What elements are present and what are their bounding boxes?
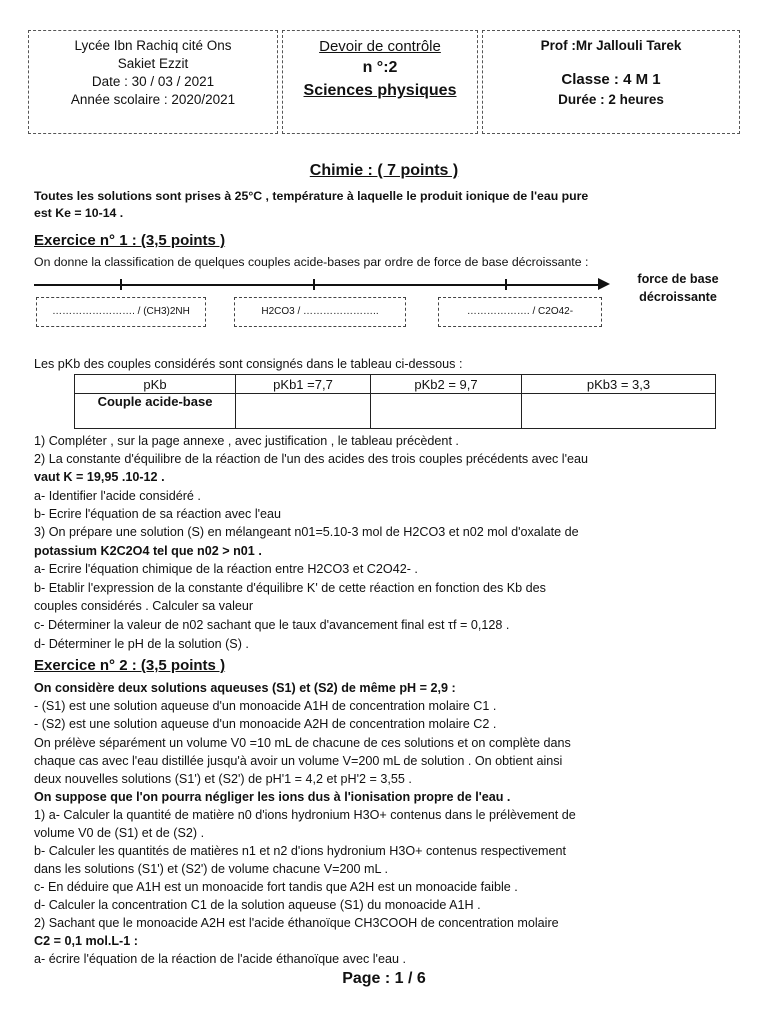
ex1-question: potassium K2C2O4 tel que n02 > n01 . <box>34 544 262 558</box>
exam-date: Date : 30 / 03 / 2021 <box>91 74 215 89</box>
couple-box-1: ……………………. / (CH3)2NH <box>36 297 206 327</box>
ex2-line: - (S2) est une solution aqueuse d'un monoacide A2H de concentration molaire C2 . <box>34 717 497 731</box>
teacher-info-box <box>482 30 740 134</box>
pkb-table <box>74 374 716 429</box>
ex2-line: chaque cas avec l'eau distillée jusqu'à avoir un volume V=200 mL de solution . On obtient ainsi <box>34 754 563 768</box>
ex1-question: 3) On prépare une solution (S) en mélangeant n01=5.10-3 mol de H2CO3 et n02 mol d'oxalate de <box>34 525 579 539</box>
axis-label-line-1: force de base <box>637 272 719 286</box>
exercise-1-title: Exercice n° 1 : (3,5 points ) <box>34 232 226 249</box>
couple-box-2: H2CO3 / ………………….. <box>234 297 406 327</box>
exam-type: Devoir de contrôle <box>319 38 441 55</box>
ex2-line: C2 = 0,1 mol.L-1 : <box>34 934 138 948</box>
class-name: Classe : 4 M 1 <box>561 71 661 88</box>
school-info-box <box>28 30 278 134</box>
table-header-pkb: pKb <box>75 375 236 394</box>
table-header-pkb2: pKb2 = 9,7 <box>371 375 522 394</box>
exercise-1-intro: On donne la classification de quelques couples acide-bases par ordre de force de base décroissante : <box>34 255 589 269</box>
ex2-line: - (S1) est une solution aqueuse d'un monoacide A1H de concentration molaire C1 . <box>34 699 497 713</box>
ex1-question: 1) Compléter , sur la page annexe , avec justification , le tableau précèdent . <box>34 434 459 448</box>
exercise-2-title: Exercice n° 2 : (3,5 points ) <box>34 657 226 674</box>
chimie-title: Chimie : ( 7 points ) <box>309 162 459 179</box>
exam-number: n °:2 <box>362 59 398 76</box>
table-header-pkb3: pKb3 = 3,3 <box>522 375 716 394</box>
axis-line <box>34 284 600 286</box>
table-cell-empty <box>371 394 522 429</box>
ex2-line: On suppose que l'on pourra négliger les ions dus à l'ionisation propre de l'eau . <box>34 790 511 804</box>
ex2-line: c- En déduire que A1H est un monoacide fort tandis que A2H est un monoacide faible . <box>34 880 518 894</box>
table-header-pkb1: pKb1 =7,7 <box>236 375 371 394</box>
duration: Durée : 2 heures <box>558 92 664 107</box>
ex1-question: d- Déterminer le pH de la solution (S) . <box>34 637 249 651</box>
subject: Sciences physiques <box>303 82 457 99</box>
axis-tick <box>120 279 122 290</box>
pkb-intro: Les pKb des couples considérés sont consignés dans le tableau ci-dessous : <box>34 357 463 371</box>
ex1-question: 2) La constante d'équilibre de la réaction de l'un des acides des trois couples précédents avec l'eau <box>34 452 588 466</box>
ex1-question: b- Etablir l'expression de la constante d'équilibre K' de cette réaction en fonction des Kb des <box>34 581 546 595</box>
ex2-line: volume V0 de (S1) et de (S2) . <box>34 826 205 840</box>
ex2-line: b- Calculer les quantités de matières n1 et n2 d'ions hydronium H3O+ contenus respectivement <box>34 844 566 858</box>
ex1-question: vaut K = 19,95 .10-12 . <box>34 470 165 484</box>
table-cell-empty <box>522 394 716 429</box>
school-city: Sakiet Ezzit <box>117 56 189 71</box>
ex2-line: dans les solutions (S1') et (S2') de volume chacune V=200 mL . <box>34 862 389 876</box>
ex2-line: 2) Sachant que le monoacide A2H est l'acide éthanoïque CH3COOH de concentration molaire <box>34 916 559 930</box>
school-name: Lycée Ibn Rachiq cité Ons <box>74 38 232 53</box>
ex2-line: 1) a- Calculer la quantité de matière n0 d'ions hydronium H3O+ contenus dans le prélèvement de <box>34 808 576 822</box>
ex1-question: couples considérés . Calculer sa valeur <box>34 599 254 613</box>
axis-label-line-2: décroissante <box>639 290 717 304</box>
axis-tick <box>313 279 315 290</box>
ex1-question: c- Déterminer la valeur de n02 sachant que le taux d'avancement final est τf = 0,128 . <box>34 618 510 632</box>
ex2-line: On considère deux solutions aqueuses (S1) et (S2) de même pH = 2,9 : <box>34 681 456 695</box>
teacher-name: Prof :Mr Jallouli Tarek <box>540 38 682 53</box>
ex2-line: On prélève séparément un volume V0 =10 mL de chacune de ces solutions et on complète dans <box>34 736 571 750</box>
table-row-label: Couple acide-base <box>75 394 236 429</box>
ex2-line: d- Calculer la concentration C1 de la solution aqueuse (S1) du monoacide A1H . <box>34 898 481 912</box>
ex2-line: deux nouvelles solutions (S1') et (S2') de pH'1 = 4,2 et pH'2 = 3,55 . <box>34 772 412 786</box>
intro-line-1: Toutes les solutions sont prises à 25°C , température à laquelle le produit ionique de l'eau pure <box>34 189 589 203</box>
couple-box-3: ………………. / C2O42- <box>438 297 602 327</box>
ex1-question: b- Ecrire l'équation de sa réaction avec l'eau <box>34 507 282 521</box>
ex1-question: a- Identifier l'acide considéré . <box>34 489 201 503</box>
page-number: Page : 1 / 6 <box>342 970 426 987</box>
table-cell-empty <box>236 394 371 429</box>
exam-title-box <box>282 30 478 134</box>
axis-arrow-icon <box>598 278 610 290</box>
ex2-line: a- écrire l'équation de la réaction de l'acide éthanoïque avec l'eau . <box>34 952 406 966</box>
axis-tick <box>505 279 507 290</box>
school-year: Année scolaire : 2020/2021 <box>70 92 236 107</box>
intro-line-2: est Ke = 10-14 . <box>34 206 124 220</box>
ex1-question: a- Ecrire l'équation chimique de la réaction entre H2CO3 et C2O42- . <box>34 562 418 576</box>
